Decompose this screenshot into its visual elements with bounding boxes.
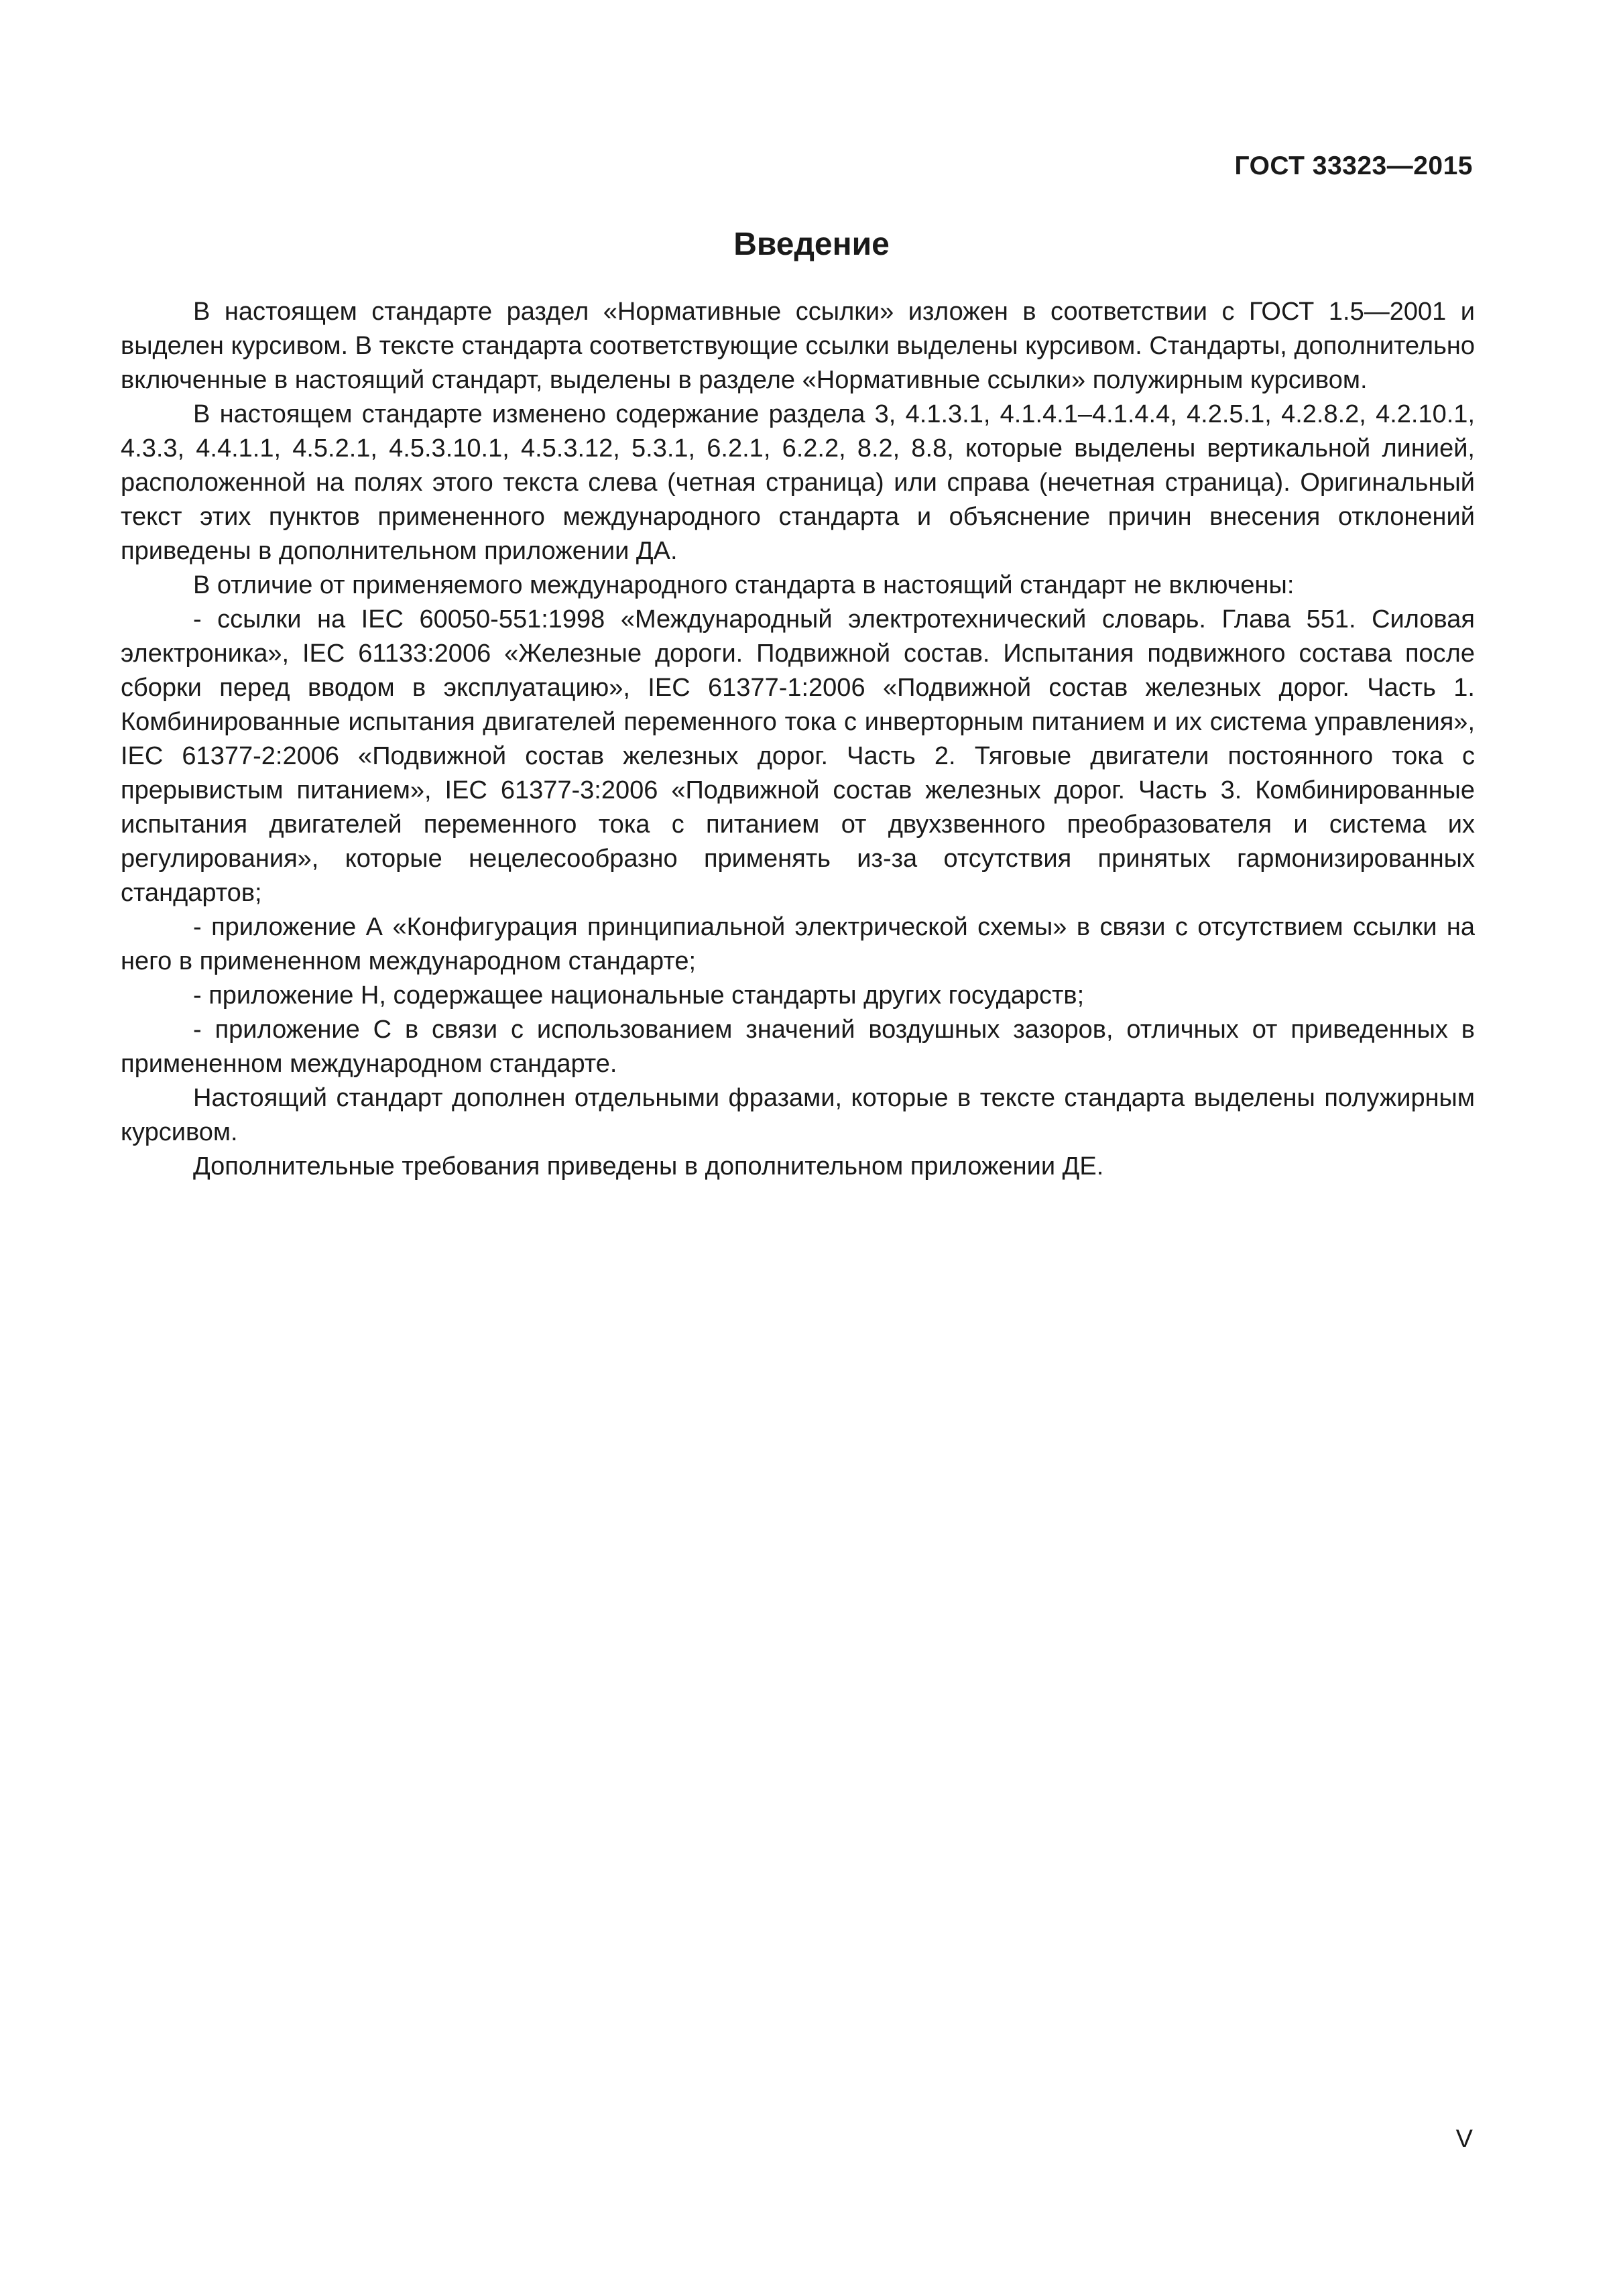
paragraph: В отличие от применяемого международного стандарта в настоящий стандарт не включены: [193, 571, 1295, 599]
section-title: Введение [733, 227, 890, 262]
list-item: - приложение А «Конфигурация принципиальной электрической схемы» в связи с отсутствием ссылки на него в примененном международном стандарте; [121, 913, 1475, 975]
page-number: V [1455, 2125, 1473, 2153]
list-item: - приложение С в связи с использованием значений воздушных зазоров, отличных от приведенных в примененном международном стандарте. [121, 1016, 1475, 1078]
document-code: ГОСТ 33323—2015 [1234, 152, 1473, 180]
list-item: - приложение Н, содержащее национальные стандарты других государств; [193, 981, 1085, 1010]
paragraph: Настоящий стандарт дополнен отдельными фразами, которые в тексте стандарта выделены полужирным курсивом. [121, 1084, 1475, 1146]
list-item: - ссылки на IEC 60050-551:1998 «Международный электротехнический словарь. Глава 551. Силовая электроника», IEC 61133:2006 «Железные дороги. Подвижной состав. Испытания подвижного состава после сборки перед вводом в эксплуатацию», IEC 61377-1:2006 «Подвижной состав железных дорог. Часть 1. Комбинированные испытания двигателей переменного тока с инверторным питанием и их система управления», IEC 61377-2:2006 «Подвижной состав железных дорог. Часть 2. Тяговые двигатели постоянного тока с прерывистым питанием», IEC 61377-3:2006 «Подвижной состав железных дорог. Часть 3. Комбинированные испытания двигателей переменного тока с питанием от двухзвенного преобразователя и система их регулирования», которые нецелесообразно применять из-за отсутствия принятых гармонизированных стандартов; [121, 605, 1475, 907]
document-body [121, 295, 1475, 1184]
paragraph: В настоящем стандарте раздел «Нормативные ссылки» изложен в соответствии с ГОСТ 1.5—2001 и выделен курсивом. В тексте стандарта соответствующие ссылки выделены курсивом. Стандарты, дополнительно включенные в настоящий стандарт, выделены в разделе «Нормативные ссылки» полужирным курсивом. [121, 298, 1475, 394]
paragraph: Дополнительные требования приведены в дополнительном приложении ДЕ. [193, 1152, 1104, 1181]
paragraph: В настоящем стандарте изменено содержание раздела 3, 4.1.3.1, 4.1.4.1–4.1.4.4, 4.2.5.1, 4.2.8.2, 4.2.10.1, 4.3.3, 4.4.1.1, 4.5.2.1, 4.5.3.10.1, 4.5.3.12, 5.3.1, 6.2.1, 6.2.2, 8.2, 8.8, которые выделены вертикальной линией, расположенной на полях этого текста слева (четная страница) или справа (нечетная страница). Оригинальный текст этих пунктов примененного международного стандарта и объяснение причин внесения отклонений приведены в дополнительном приложении ДА. [121, 400, 1475, 565]
